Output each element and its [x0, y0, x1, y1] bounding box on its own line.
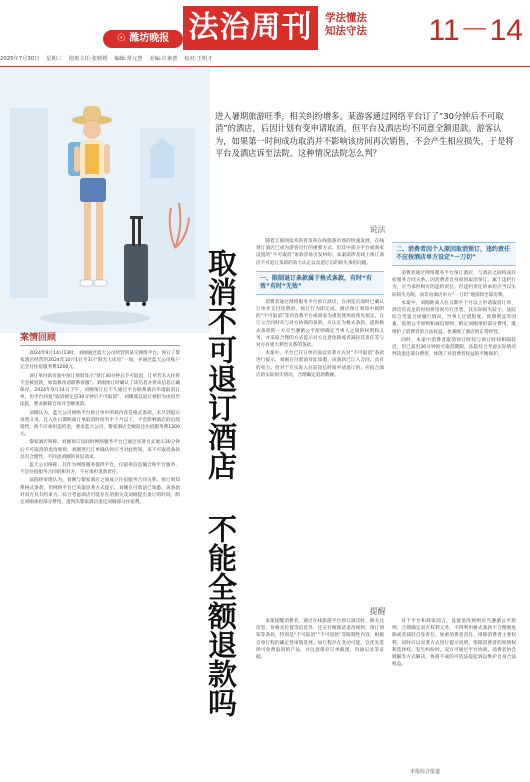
- law-intro: 随着互联网技术的普及和在线旅游市场的快速发展，在线预订酒店已成为游客出行的重要方式。但其中部分平台或商家设置的“不可取消”条款容易引发纠纷。本案即涉及线上预订酒店不可退订条款的效力认定以及退订后的损失承担问题。: [256, 239, 384, 266]
- traveler-illustration: [0, 68, 210, 333]
- case-paragraph: 黎家酒店辩称，刘刚预订房间时网络服务平台已通过显著方式展示30分钟后不可取消的退改规则，刘刚进行订单确认时应当对此明知，该不可取消条款具有合理性，不同意刘刚的诉讼请求。: [20, 440, 180, 460]
- page-numbers: 11－14: [428, 14, 523, 47]
- law-paragraph: 本案中，刘刚距离入住日期半个月以上申请取消订单，酒店有充足的时间将房间另行出售，其实际损失较小。法院综合考量合同履行情况、当事人过错程度、预期利益等因素，依照公平原则和诚信原则，酌定刘刚承担部分费用，既维护了消费者的合法权益，也兼顾了酒店的正常经营。: [392, 300, 516, 335]
- headline: 取消不可退订酒店 不能全额退款吗: [204, 248, 238, 717]
- source-credit: 本报综合报道: [410, 769, 441, 775]
- case-review-column: [20, 330, 180, 507]
- edition-weekday: 星期三: [46, 56, 63, 62]
- case-review-heading: 案情回顾: [20, 330, 180, 346]
- tip-paragraph: 本案提醒消费者，通过在线旅游平台预订酒店时，除关注房型、价格及位置等信息外，还应仔细阅读退改规则、预订须知等条款，特别是“不可取消”“不可退款”等限制性内容，根据自身行程的确定性审慎选择。如行程存在变动可能，宜优先选择可免费取消的产品，并注意保存订单截图、沟通记录等证据。: [256, 619, 384, 661]
- case-paragraph: 刘刚认为，蓝天公司网络平台预订单中所载内容是格式条款，未尽到提示说明义务，且入住日期距离订单取消时间有半个月以上，不会影响酒店的后续销售，故不应承担违约金，要求蓝天公司、黎家酒店全额返还住宿服务费1200元。: [20, 410, 180, 438]
- case-paragraph: 该订单付款页面中预订须知显示“预订30分钟后不可取消，订单若未入住将不会被退款，如需修改请联系客服”。刘刚预订时确认了该信息并将该信息正确保存。2024年9月14日下午，刘刚预订后不久通过平台联系酒店申请取消订单，但平台回复“取消规定是30分钟后不可取消”，刘刚遂以退订被拒为由诉至法院，要求解除合同并全额退款。: [20, 373, 180, 408]
- duty-director: 值班主任:张媛媛: [68, 56, 108, 62]
- law-column-right: [392, 238, 516, 359]
- newspaper-logo: [103, 30, 183, 48]
- law-analysis-heading: 说法: [369, 225, 386, 234]
- slogan-line1: 学法懂法: [325, 12, 367, 24]
- law-paragraph: 本案中，平台已在订单页面以显著方式对“不可取消”条款进行提示，刘刚在付款前对此知悉，该条款已订入合同，具有约束力。但对于在实际入住前较长时间申请退订的，应结合酒店的实际损失情况，合理确定退款数额。: [256, 351, 384, 378]
- logo-text: 潍坊晚报: [129, 33, 170, 44]
- editor: 编辑:常元慧: [114, 56, 143, 62]
- law-paragraph: 同时，本案中消费者取消预订时间与预订时间相隔较近，但已超出30分钟的可取消期限，法院综合考虑实际情况判决退还部分费用，体现了对消费者权益的平衡保护。: [392, 337, 516, 358]
- case-paragraph: 蓝天公司辩称，其作为网络服务提供平台，仅提供信息撮合和平台服务，不是住宿服务合同的相对方，不应承担退款责任。: [20, 463, 180, 476]
- law-subheading-1: 一、限制退订条款属于格式条款，有时“有效”有时“无效”: [256, 271, 384, 295]
- law-paragraph: 消费者通过网络服务平台预订酒店，与酒店之间构成住宿服务合同关系。因消费者自身原因取消预订，属于违约行为，应当承担相应的违约责任。但违约责任的承担应当以实际损失为限，而非由酒店单方“一刀切”地扣除全部房费。: [392, 271, 516, 298]
- logo-icon: ☉: [116, 33, 126, 44]
- tip-heading: 提醒: [369, 607, 386, 616]
- case-paragraph: 法院经审理认为，刘刚与黎家酒店之间成立住宿服务合同关系。预订须知系格式条款，但网络平台已采取显著方式提示，刘刚在付款前已知悉，该条款对双方具有约束力。综合考虑酒店可能存在的损失及刘刚提出退订的时间，酌定刘刚承担部分费用，遂判决黎家酒店退还刘刚部分住宿费。: [20, 478, 180, 506]
- lead-paragraph: 进入暑期旅游旺季，相关纠纷增多。某游客通过网络平台订了“30分钟后不可取消”的酒店，后因计划有变申请取消，但平台及酒店均不同意全额退款。游客认为，如果第一时间成功取消并不影响该房间再次销售，不会产生相应损失，于是将平台及酒店诉至法院。这种情况法院怎么判？: [215, 111, 514, 159]
- edition-info-bar: [0, 52, 530, 67]
- traveler-figure-icon: [0, 68, 210, 333]
- tip-column-left: [256, 618, 384, 662]
- case-paragraph: 2024年9月14日13时，刘刚通过蓝天公司经营的某交网络平台，预订了黎家酒店经营的2024年10月1日至3日“阳光大床房”一间，并通过蓝天公司账户完全付住宿服务费1200元。: [20, 351, 180, 371]
- law-column-left: [256, 238, 384, 380]
- art-editor: 美编:许素蕾: [149, 56, 178, 62]
- proofreader: 校对:王明才: [184, 56, 213, 62]
- tip-column-right: [392, 618, 516, 669]
- page-title: 法治周刊: [183, 6, 318, 50]
- slogan: [325, 12, 385, 38]
- law-paragraph: 消费者通过网络服务平台预订酒店，在浏览页面时已确认订单并支付房费的，预订行为即完成。酒店预订须知中载明的“不可取消”等内容系平台或商家为重复使用而预先拟定、在订立合同时未与对方协商的条款，应认定为格式条款。提供格式条款的一方应当遵循公平原则确定当事人之间的权利和义务，并采取合理的方式提示对方注意免除或者减轻其责任等与对方有重大利害关系的条款。: [256, 299, 384, 349]
- edition-date: 2025年7月30日: [0, 56, 40, 62]
- slogan-line2: 知法守法: [325, 25, 367, 37]
- tip-paragraph: 对于平台和商家而言，设置退改规则应当遵循公平原则，合理确定双方权利义务，不得利用格式条款不合理地免除或者减轻自身责任、加重消费者责任、排除消费者主要权利，同时应以显著方式进行提示说明，保障消费者的知情权和选择权。发生纠纷时，双方可通过平台协商、消费者协会调解等方式解决，协商不成的可依法提起诉讼维护自身合法权益。: [392, 619, 516, 668]
- law-subheading-2: 二、消费者因个人原因取消预订，违约责任不应按酒店单方设定“一刀切”: [392, 242, 516, 266]
